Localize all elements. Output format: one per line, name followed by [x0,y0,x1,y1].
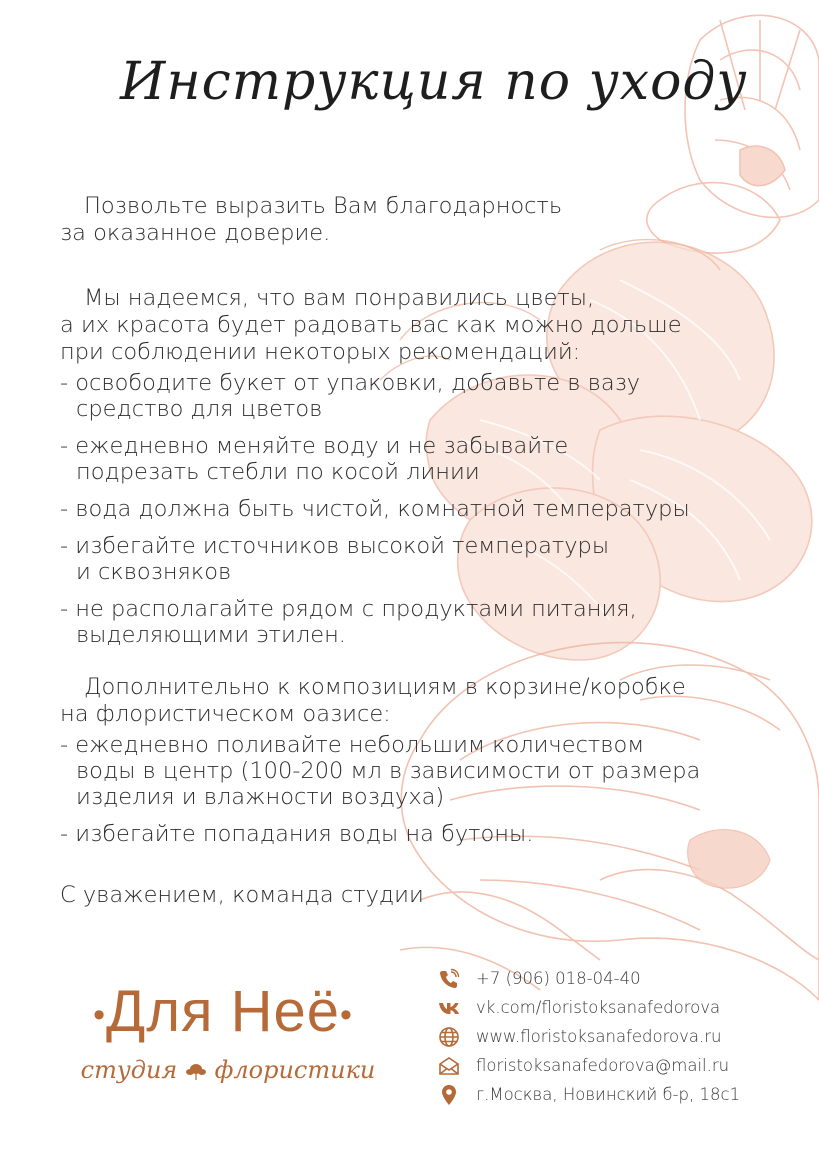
contact-website[interactable] [438,1022,808,1051]
phone-icon [438,968,460,990]
brand-name-text: Для Неё [105,979,341,1044]
care-line: а их красота будет радовать вас как можно дольше [60,312,682,338]
list-item-text: средство для цветов [76,396,323,422]
list-item-text: - вода должна быть чистой, комнатной температуры [60,496,690,522]
brand-tagline [78,1056,378,1084]
list-item [60,533,800,585]
list-item-text: - избегайте источников высокой температуры [60,533,610,559]
list-item [60,596,800,648]
brand-dot-left: • [93,996,106,1035]
mail-icon [438,1055,460,1077]
contact-text: г.Москва, Новинский б-р, 18с1 [476,1085,741,1104]
list-item-text: - не располагайте рядом с продуктами питания, [60,596,637,622]
intro-line: Позвольте выразить Вам благодарность [84,193,563,219]
intro-line: за оказанное доверие. [60,220,331,246]
care-line: Мы надеемся, что вам понравились цветы, [84,285,595,311]
list-item [60,496,800,522]
contacts-list [438,964,808,1109]
list-item [60,370,800,422]
list-item [60,732,800,810]
brand-tagline-right: флористики [214,1056,376,1084]
list-item [60,433,800,485]
brand-logo [78,978,378,1098]
intro-paragraph [60,193,790,247]
contact-phone[interactable] [438,964,808,993]
flower-icon [185,1062,207,1080]
care-recommendations-list [60,370,800,659]
list-item-text: и сквозняков [76,559,232,585]
location-pin-icon [438,1084,460,1106]
contact-text: vk.com/floristoksanafedorova [476,998,721,1017]
list-item-text: - освободите букет от упаковки, добавьте в вазу [60,370,641,396]
vk-icon [438,997,460,1019]
extra-line: Дополнительно к композициям в корзине/коробке [84,674,686,700]
brand-name [78,978,368,1045]
contact-email[interactable] [438,1051,808,1080]
extra-line: на флористическом оазисе: [60,701,391,727]
brand-tagline-left: студия [80,1056,178,1084]
extra-paragraph [60,674,790,728]
contact-text: +7 (906) 018-04-40 [476,969,641,988]
list-item-text: - ежедневно поливайте небольшим количеством [60,732,645,758]
care-paragraph [60,285,790,366]
globe-icon [438,1026,460,1048]
contact-text: floristoksanafedorova@mail.ru [476,1056,730,1075]
extra-recommendations-list [60,732,800,858]
page-title: Инструкция по уходу [120,52,748,112]
contact-address[interactable] [438,1080,808,1109]
contact-vk[interactable] [438,993,808,1022]
list-item-text: изделия и влажности воздуха) [76,784,445,810]
signoff-line: С уважением, команда студии [60,882,424,908]
list-item-text: - избегайте попадания воды на бутоны. [60,821,534,847]
brand-dot-right: • [340,996,353,1035]
signoff-text [60,882,790,909]
list-item-text: - ежедневно меняйте воду и не забывайте [60,433,569,459]
list-item-text: выделяющими этилен. [76,622,346,648]
list-item-text: подрезать стебли по косой линии [76,459,480,485]
list-item [60,821,800,847]
contact-text: www.floristoksanafedorova.ru [476,1027,722,1046]
list-item-text: воды в центр (100-200 мл в зависимости от размера [76,758,701,784]
care-line: при соблюдении некоторых рекомендаций: [60,339,581,365]
